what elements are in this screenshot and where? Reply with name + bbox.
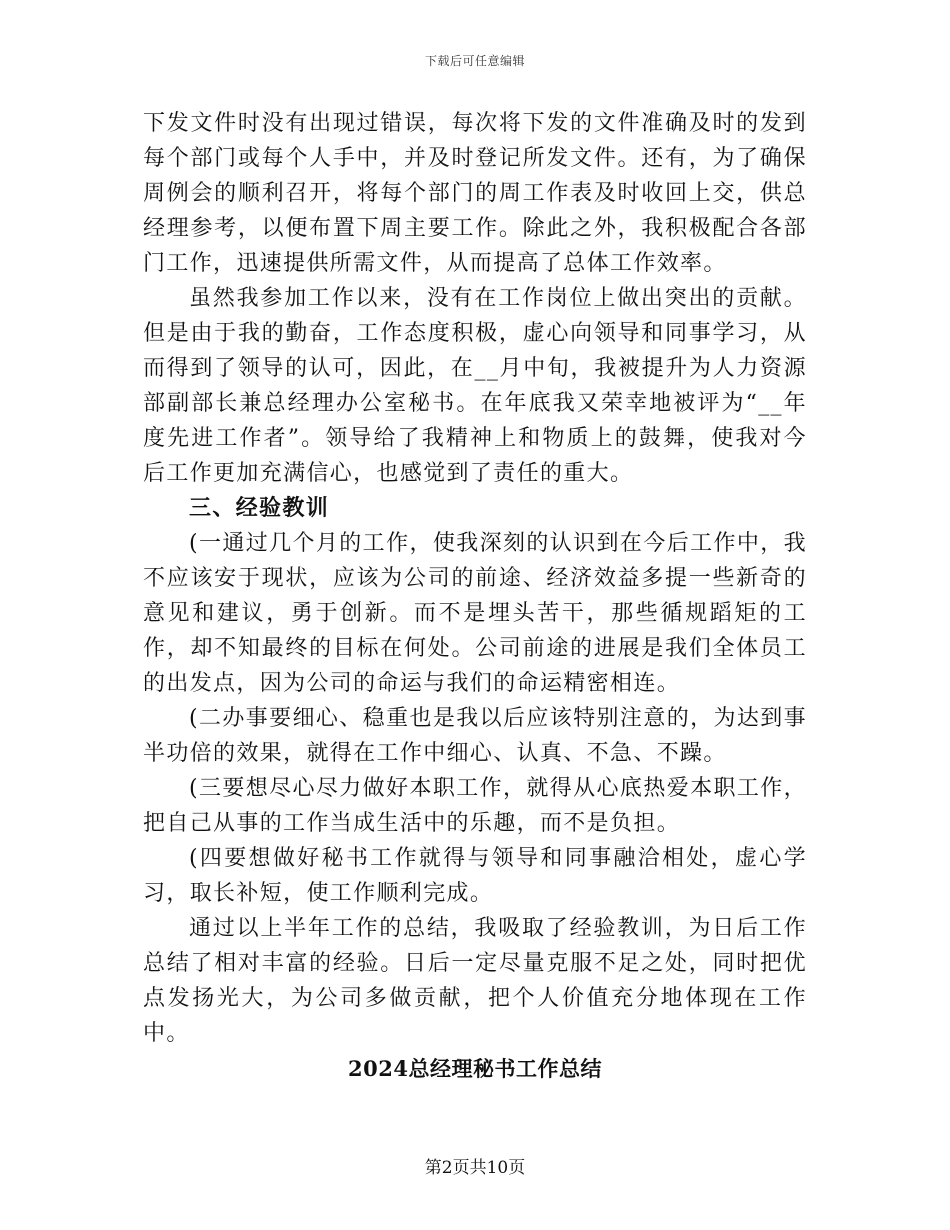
next-document-title: 2024总经理秘书工作总结 xyxy=(348,1056,602,1081)
paragraph-lesson-3: (三要想尽心尽力做好本职工作，就得从心底热爱本职工作，把自己从事的工作当成生活中的乐趣，而不是负担。 xyxy=(143,776,807,836)
paragraph-promotion: 虽然我参加工作以来，没有在工作岗位上做出突出的贡献。但是由于我的勤奋，工作态度积极，虚心向领导和同事学习，从而得到了领导的认可，因此，在__月中旬，我被提升为人力资源部副部长兼总经理办公室秘书。在年底我又荣幸地被评为“__年度先进工作者”。领导给了我精神上和物质上的鼓舞，使我对今后工作更加充满信心，也感觉到了责任的重大。 xyxy=(143,286,807,486)
paragraph-lesson-1: (一通过几个月的工作，使我深刻的认识到在今后工作中，我不应该安于现状，应该为公司的前途、经济效益多提一些新奇的意见和建议，勇于创新。而不是埋头苦干，那些循规蹈矩的工作，却不知最终的目标在何处。公司前途的进展是我们全体员工的出发点，因为公司的命运与我们的命运精密相连。 xyxy=(143,531,807,696)
paragraph-file-distribution: 下发文件时没有出现过错误，每次将下发的文件准确及时的发到每个部门或每个人手中，并及时登记所发文件。还有，为了确保周例会的顺利召开，将每个部门的周工作表及时收回上交，供总经理参考，以便布置下周主要工作。除此之外，我积极配合各部门工作，迅速提供所需文件，从而提高了总体工作效率。 xyxy=(143,111,807,276)
page-number-footer: 第2页共10页 xyxy=(424,1158,526,1178)
paragraph-lesson-2: (二办事要细心、稳重也是我以后应该特别注意的，为达到事半功倍的效果，就得在工作中细心、认真、不急、不躁。 xyxy=(143,706,807,766)
document-body xyxy=(143,106,807,1086)
paragraph-lesson-4: (四要想做好秘书工作就得与领导和同事融洽相处，虚心学习，取长补短，使工作顺利完成。 xyxy=(143,846,807,906)
paragraph-conclusion: 通过以上半年工作的总结，我吸取了经验教训，为日后工作总结了相对丰富的经验。日后一定尽量克服不足之处，同时把优点发扬光大，为公司多做贡献，把个人价值充分地体现在工作中。 xyxy=(143,916,807,1046)
page-header: 下载后可任意编辑 xyxy=(424,54,525,68)
section-heading-lessons: 三、经验教训 xyxy=(189,495,330,521)
